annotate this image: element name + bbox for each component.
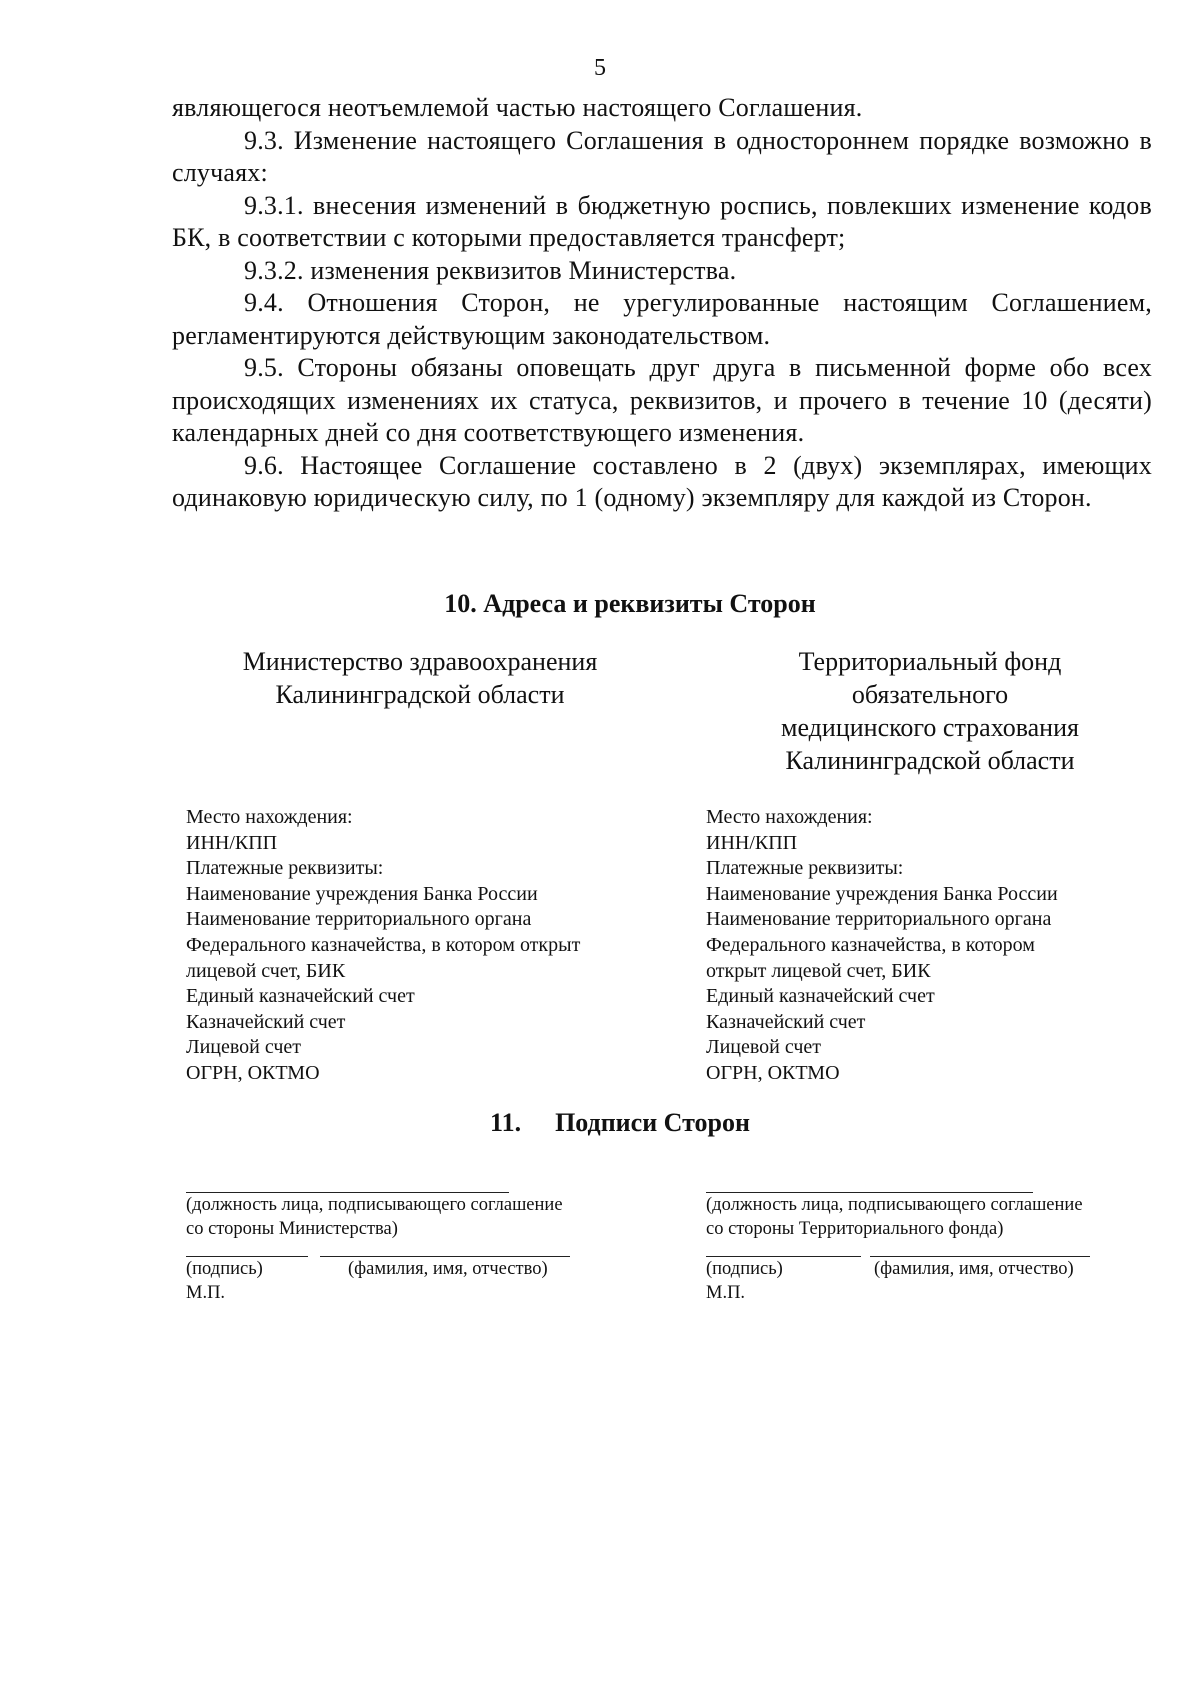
agreement-body xyxy=(172,92,1152,515)
details-item: Лицевой счет xyxy=(706,1036,822,1059)
section-number: 11. xyxy=(490,1108,522,1137)
details-item: Федерального казначейства, в котором xyxy=(706,933,1035,956)
details-item: Единый казначейский счет xyxy=(706,985,935,1008)
position-caption: (должность лица, подписывающего соглашение со стороны Министерства) xyxy=(186,1195,563,1239)
details-item: Наименование учреждения Банка России xyxy=(706,882,1058,905)
paragraph-9-6: 9.6. Настоящее Соглашение составлено в 2 (двух) экземплярах, имеющих одинаковую юридическую силу, по 1 (одному) экземпляру для каждой из Сторон. xyxy=(172,450,1152,512)
details-item: Место нахождения: xyxy=(706,806,873,828)
paragraph-continuation: являющегося неотъемлемой частью настоящего Соглашения. xyxy=(172,93,863,122)
party-name-line: Территориальный фонд xyxy=(798,647,1062,676)
details-item: Наименование территориального органа xyxy=(186,908,532,931)
stamp-mark: М.П. xyxy=(706,1283,746,1303)
party-ministry-name xyxy=(200,645,640,711)
details-item: Место нахождения: xyxy=(186,806,353,828)
details-item: ИНН/КПП xyxy=(186,831,278,854)
paragraph-9-3-1: 9.3.1. внесения изменений в бюджетную роспись, повлекших изменение кодов БК, в соответствии с которыми предоставляется трансферт; xyxy=(172,190,1152,252)
paragraph-9-3-2: 9.3.2. изменения реквизитов Министерства. xyxy=(244,255,737,285)
details-item: лицевой счет, БИК xyxy=(186,959,346,982)
details-item: Казначейский счет xyxy=(186,1010,346,1033)
details-item: Единый казначейский счет xyxy=(186,985,415,1008)
fund-details-list xyxy=(706,805,1126,1087)
details-item: Платежные реквизиты: xyxy=(186,857,384,880)
details-item: Лицевой счет xyxy=(186,1036,302,1059)
stamp-mark: М.П. xyxy=(186,1283,226,1303)
details-item: Платежные реквизиты: xyxy=(706,857,904,880)
details-item: Казначейский счет xyxy=(706,1010,866,1033)
position-caption: (должность лица, подписывающего соглашение со стороны Территориального фонда) xyxy=(706,1195,1083,1239)
party-name-line: Калининградской области xyxy=(785,746,1075,775)
party-name-line: обязательного xyxy=(851,680,1009,709)
paragraph-9-4: 9.4. Отношения Сторон, не урегулированные настоящим Соглашением, регламентируются действующим законодательством. xyxy=(172,288,1152,350)
details-item: Наименование территориального органа xyxy=(706,908,1052,931)
details-item: Федерального казначейства, в котором открыт xyxy=(186,933,581,956)
section-11-title xyxy=(20,1108,1200,1138)
details-item: Наименование учреждения Банка России xyxy=(186,882,538,905)
signature-caption: (подпись) (фамилия, имя, отчество) М.П. xyxy=(186,1259,548,1303)
party-fund-name xyxy=(720,645,1140,777)
party-name-line: Калининградской области xyxy=(275,680,565,709)
party-name-line: медицинского страхования xyxy=(781,713,1079,742)
details-item: ОГРН, ОКТМО xyxy=(706,1061,840,1084)
signature-caption: (подпись) (фамилия, имя, отчество) М.П. xyxy=(706,1259,1074,1303)
details-item: открыт лицевой счет, БИК xyxy=(706,959,931,982)
details-item: ИНН/КПП xyxy=(706,831,798,854)
paragraph-9-5: 9.5. Стороны обязаны оповещать друг друга в письменной форме обо всех происходящих изменениях их статуса, реквизитов, и прочего в течение 10 (десяти) календарных дней со дня соответствующего изменения. xyxy=(172,353,1152,447)
details-item: ОГРН, ОКТМО xyxy=(186,1061,320,1084)
section-10-title: 10. Адреса и реквизиты Сторон xyxy=(444,589,816,618)
ministry-details-list xyxy=(186,805,656,1087)
paragraph-9-3: 9.3. Изменение настоящего Соглашения в одностороннем порядке возможно в случаях: xyxy=(172,125,1152,187)
section-title-text: Подписи Сторон xyxy=(555,1108,750,1137)
page-number: 5 xyxy=(594,55,606,81)
party-name-line: Министерство здравоохранения xyxy=(242,647,598,676)
